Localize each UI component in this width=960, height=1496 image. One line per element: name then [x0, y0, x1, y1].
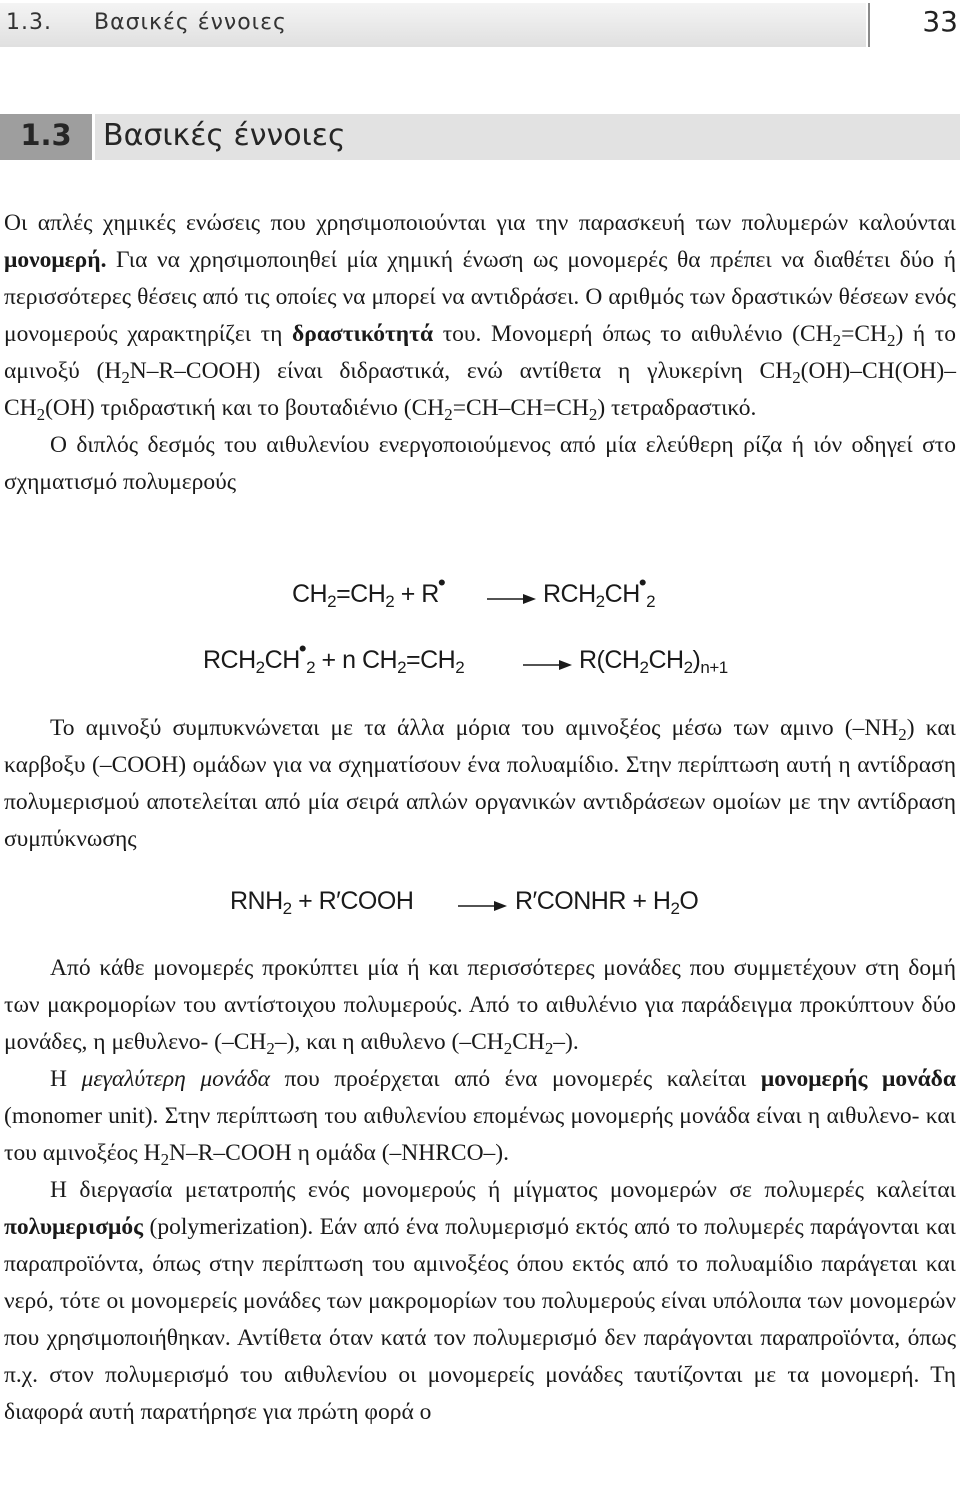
- para1-text: (OH)–CH(OH)–CH: [4, 358, 956, 421]
- running-header-section-title: Βασικές έννοιες: [94, 10, 287, 35]
- term-monomers: μονομερή.: [4, 247, 107, 273]
- radical-dot: •: [298, 635, 307, 661]
- running-header-divider: [868, 3, 870, 47]
- radical-dot: •: [437, 569, 446, 595]
- reaction-arrow-1: [487, 592, 537, 606]
- para1-text: ) τετραδραστικό.: [597, 395, 757, 421]
- subscript: 2: [792, 368, 801, 388]
- section-title: Βασικές έννοιες: [103, 118, 346, 153]
- para1-text: ) ή το αμινοξύ (H: [4, 321, 957, 384]
- para1-text: Οι απλές χημικές ενώσεις που χρησιμοποιούνται για την παρασκευή των πολυμερών καλούνται: [4, 210, 956, 236]
- term-monomer-unit: μονομερής μονάδα: [760, 1066, 956, 1092]
- body-text-top: [4, 205, 956, 501]
- body-text-bottom: [4, 950, 956, 1431]
- para1-text: =CH: [841, 321, 887, 347]
- equation-3-right: R′CONHR + $H_2O$: [515, 887, 699, 919]
- term-largest-unit: μεγαλύτερη μονάδα: [81, 1066, 270, 1092]
- paragraph-1: [4, 205, 956, 427]
- subscript: 2: [36, 405, 46, 425]
- paragraph-2: Ο διπλός δεσμός του αιθυλενίου ενεργοποιούμενος από μία ελεύθερη ρίζα ή ιόν οδηγεί στο σχηματισμό πολυμερούς: [4, 432, 956, 495]
- subscript: 2: [886, 331, 896, 351]
- paragraph-3: Το αμινοξύ συμπυκνώνεται με τα άλλα μόρια του αμινοξέος μέσω των αμινο $(-NH_2)$ και καρβοξυ (–COOH) ομάδων για να σχηματίσουν ένα πολυαμίδιο. Στην περίπτωση αυτή η αντίδραση πολυμερισμού αποτελείται από μία σειρά απλών οργανικών αντιδράσεων ομοίων με την αντίδραση συμπύκνωσης: [4, 715, 956, 852]
- para1-text: Για να χρησιμοποιηθεί μία χημική ένωση ως μονομερές θα πρέπει να διαθέτει δύο ή περισσότερες θέσεις από τις οποίες να μπορεί να αντιδράσει. Ο αριθμός των δραστικών θέσεων ενός μονομερούς χαρακτηρίζει τη: [4, 247, 956, 347]
- equation-3-left: $RNH_2$ + R′COOH: [230, 887, 414, 919]
- section-heading: [0, 114, 960, 160]
- equation-1-left: $CH_2=CH_2$ + R•: [292, 569, 446, 612]
- paragraph-6: Η διεργασία μετατροπής ενός μονομερούς ή μίγματος μονομερών σε πολυμερές καλείται πολυμερισμός (polymerization). Εάν από ένα πολυμερισμό εκτός από το πολυμερές παράγονται και παραπροϊόντα, όπως στην περίπτωση του αμινοξέος όπου εκτός από το πολυαμίδιο παράγεται και νερό, τότε οι μονομερείς μονάδες των μακρομορίων του πολυμερούς είναι υπόλοιπα των μονομερών που χρησιμοποιήθηκαν. Αντίθετα όταν κατά τον πολυμερισμό δεν παράγονται παραπροϊόντα, όπως π.χ. στον πολυμερισμό του αιθυλενίου οι μονομερείς μονάδες ταυτίζονται με τα μονομερή. Τη διαφορά αυτή παρατήρησε για πρώτη φορά ο: [4, 1177, 956, 1425]
- page-number: 33: [922, 5, 958, 38]
- equation-2-left: $RCH_2CH•_2 + n$ $CH_2=CH_2$: [203, 635, 465, 678]
- paragraph-4: Από κάθε μονομερές προκύπτει μία ή και περισσότερες μονάδες που συμμετέχουν στη δομή των μακρομορίων του αντίστοιχου πολυμερούς. Από το αιθυλένιο για παράδειγμα προκύπτουν δύο μονάδες, η μεθυλενο- $(-CH_2-)$, και η αιθυλενο $(-CH_2CH_2-)$.: [4, 955, 956, 1059]
- paragraph-5: Η μεγαλύτερη μονάδα που προέρχεται από ένα μονομερές καλείται μονομερής μονάδα (monomer unit). Στην περίπτωση του αιθυλενίου επομένως μονομερής μονάδα είναι η αιθυλενο- και του αμινοξέος $H_2N-R$–COOH η ομάδα (–NHRCO–).: [4, 1066, 956, 1170]
- section-number: 1.3: [20, 118, 72, 152]
- radical-dot: •: [638, 569, 647, 595]
- equation-1-right: $RCH_2CH•_2$: [543, 569, 656, 612]
- body-text-middle: [4, 710, 956, 858]
- subscript: 2: [121, 368, 130, 388]
- running-header-section-number: 1.3.: [6, 10, 52, 35]
- running-header: [0, 0, 960, 50]
- para1-text: =CH–CH=CH: [452, 395, 589, 421]
- para1-text: (OH) τριδραστική και το βουταδιένιο (CH: [45, 395, 445, 421]
- reaction-arrow-3: [458, 899, 508, 913]
- term-reactivity: δραστικότητά: [292, 321, 434, 347]
- subscript: 2: [444, 405, 453, 425]
- subscript: 2: [588, 405, 598, 425]
- subscript: 2: [832, 331, 842, 351]
- term-polymerization: πολυμερισμός: [4, 1214, 144, 1240]
- equation-2-right: $R(CH_2CH_2)_{n+1}$: [579, 646, 728, 678]
- para1-text: N–R–COOH) είναι διδραστικά, ενώ αντίθετα η γλυκερίνη CH: [129, 358, 793, 384]
- reaction-arrow-2: [523, 658, 573, 672]
- para1-text: του. Μονομερή όπως το αιθυλένιο (CH: [433, 321, 833, 347]
